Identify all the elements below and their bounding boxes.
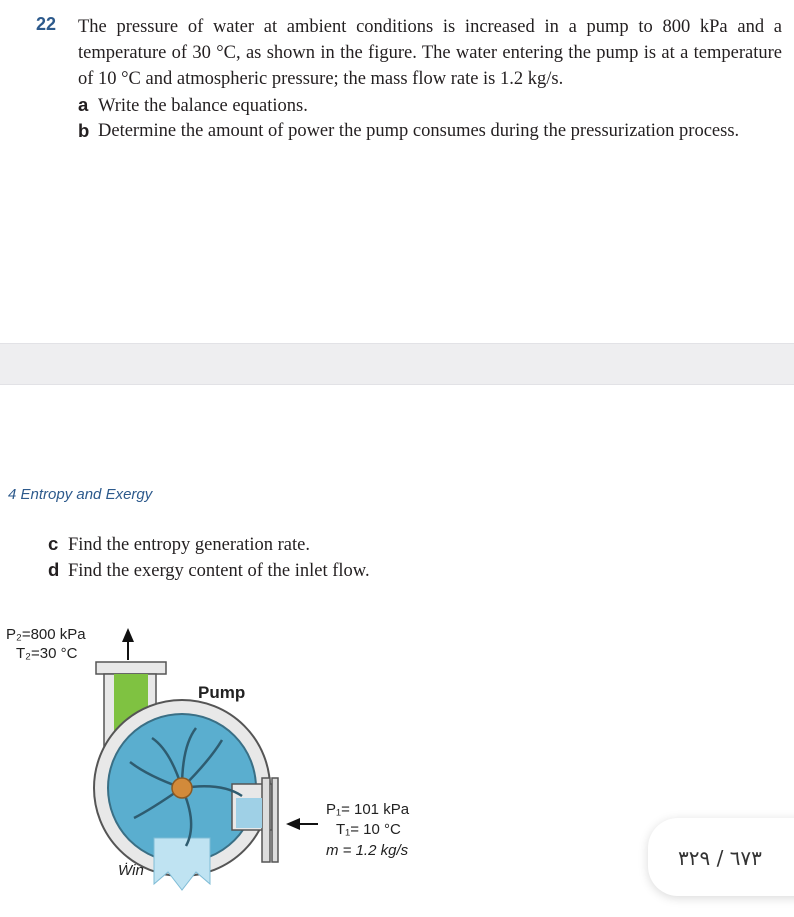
inlet-pressure: P₁= 101 kPa xyxy=(326,801,410,818)
inlet-water xyxy=(236,798,262,828)
part-text: Write the balance equations. xyxy=(98,96,308,116)
pump-diagram xyxy=(0,620,460,910)
part-letter: d xyxy=(48,559,60,580)
outlet-flange xyxy=(96,662,166,674)
outlet-arrowhead xyxy=(122,628,134,642)
page-indicator[interactable] xyxy=(648,818,794,896)
problem-number: 22 xyxy=(36,14,57,34)
part-a xyxy=(78,92,782,119)
outlet-pressure: P₂=800 kPa xyxy=(6,626,86,643)
part-letter: a xyxy=(78,94,89,115)
outlet-temperature: T₂=30 °C xyxy=(16,645,78,662)
inlet-mass-flow: m = 1.2 kg/s xyxy=(326,842,409,859)
page-indicator-text: ۳۲۹ / ٦٧٣ xyxy=(678,846,762,870)
work-arrow xyxy=(154,838,210,890)
part-c xyxy=(48,531,310,558)
part-d xyxy=(48,557,370,584)
part-letter: c xyxy=(48,533,59,554)
work-input-label: Ẇin xyxy=(118,862,144,879)
part-text: Find the entropy generation rate. xyxy=(68,535,310,555)
inlet-flange-1 xyxy=(262,778,270,862)
inlet-arrowhead xyxy=(286,818,300,830)
pump-label: Pump xyxy=(198,683,246,702)
part-text: Determine the amount of power the pump consumes during the pressurization process. xyxy=(98,121,740,141)
inlet-flange-2 xyxy=(272,778,278,862)
chapter-header: 4 Entropy and Exergy xyxy=(8,486,153,503)
impeller-hub xyxy=(172,778,192,798)
part-letter: b xyxy=(78,120,90,141)
problem-statement: The pressure of water at ambient conditions is increased in a pump to 800 kPa and a temperature of 30 °C, as shown in the figure. The water entering the pump is at a temperature of 10 °C and atmospheric pressure; the mass flow rate is 1.2 kg/s. xyxy=(78,17,782,89)
part-text: Find the exergy content of the inlet flow. xyxy=(68,561,370,581)
part-b xyxy=(78,118,782,144)
inlet-temperature: T₁= 10 °C xyxy=(336,821,401,838)
page-divider xyxy=(0,343,794,385)
